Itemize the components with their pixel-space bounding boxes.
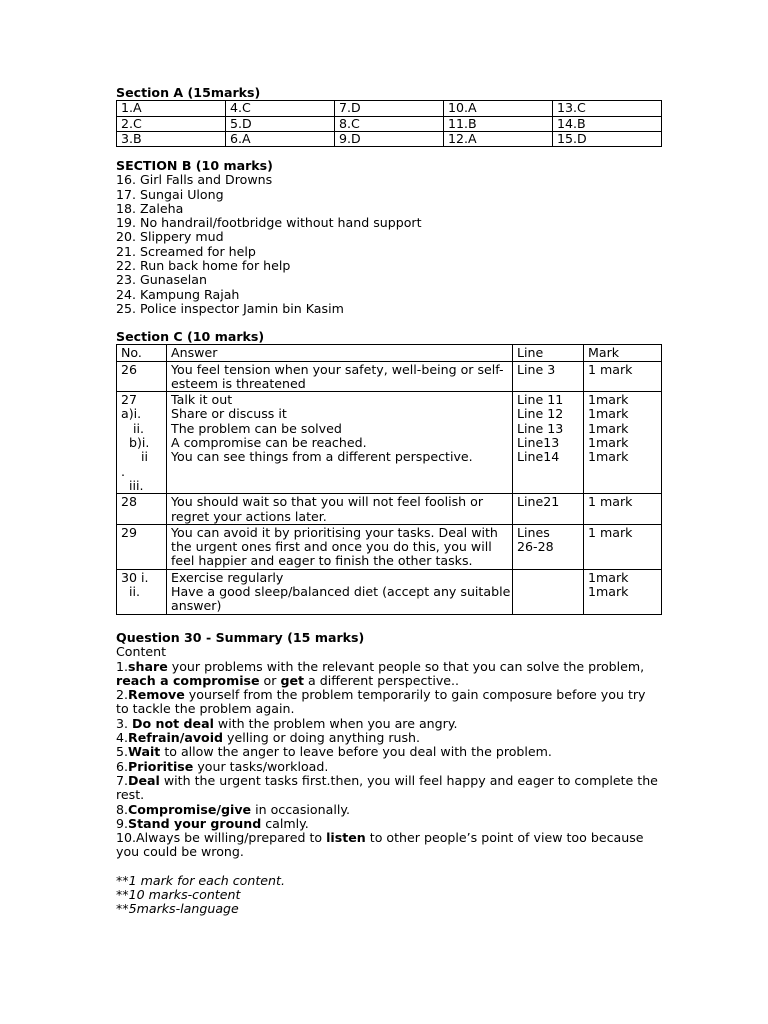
section-b-title: SECTION B (10 marks) [116, 158, 273, 173]
summary-point [116, 688, 661, 717]
summary-text: yelling or doing anything rush. [223, 730, 421, 746]
table-row [117, 392, 662, 494]
summary-text: yourself from the problem temporarily to gain composure before you try to tackle the problem again. [116, 687, 646, 717]
answer-cell: 10.A [444, 101, 553, 116]
summary-text: 2. [116, 687, 129, 703]
section-a-title: Section A (15marks) [116, 85, 261, 100]
summary-text: to other people’s point of view too because you could be wrong. [116, 830, 644, 860]
section-a-table [116, 100, 662, 147]
keyword-bold: Remove [128, 687, 185, 703]
summary-point [116, 717, 661, 731]
line-reference-cell: Line21 [513, 494, 584, 525]
answer-cell: 6.A [226, 131, 335, 146]
list-item: 22. Run back home for help [116, 258, 291, 274]
keyword-bold: Compromise/give [128, 801, 252, 817]
summary-section [116, 631, 661, 917]
mark-cell: 1 mark [584, 494, 662, 525]
keyword-bold: Deal [128, 772, 160, 788]
summary-text: 5. [116, 744, 129, 760]
keyword-bold: Wait [128, 744, 161, 760]
list-item: 21. Screamed for help [116, 243, 256, 259]
answer-cell: 9.D [335, 131, 444, 146]
summary-point [116, 831, 661, 860]
summary-notes [116, 874, 661, 917]
table-row [117, 101, 662, 116]
summary-text: in occasionally. [251, 801, 350, 817]
summary-points [116, 660, 661, 860]
summary-text: with the problem when you are angry. [213, 715, 458, 731]
section-c [116, 330, 661, 615]
summary-text: your tasks/workload. [193, 758, 329, 774]
keyword-bold: Prioritise [128, 758, 194, 774]
summary-point [116, 817, 661, 831]
summary-text: 8. [116, 801, 129, 817]
summary-point [116, 760, 661, 774]
marking-note: **1 mark for each content. [116, 872, 285, 888]
line-reference-cell [513, 569, 584, 614]
table-row [117, 494, 662, 525]
header-mark: Mark [584, 345, 662, 361]
table-row [117, 569, 662, 614]
table-row [117, 361, 662, 392]
section-b-list [116, 173, 661, 316]
section-c-title: Section C (10 marks) [116, 329, 265, 344]
section-b [116, 159, 661, 316]
keyword-bold: listen [326, 830, 366, 846]
question-number-cell: 30 i. ii. [117, 569, 167, 614]
list-item: 24. Kampung Rajah [116, 286, 240, 302]
summary-point [116, 745, 661, 759]
question-number-cell: 28 [117, 494, 167, 525]
summary-text: with the urgent tasks first.then, you will feel happy and eager to complete the rest. [116, 772, 658, 803]
summary-text: to allow the anger to leave before you deal with the problem. [160, 744, 552, 760]
keyword-bold: share [128, 658, 168, 674]
summary-text: 10.Always be willing/prepared to [116, 830, 327, 846]
question-number-cell: 29 [117, 524, 167, 569]
keyword-bold: reach a compromise [116, 672, 260, 688]
list-item: 20. Slippery mud [116, 229, 224, 245]
summary-point [116, 803, 661, 817]
line-reference-cell: Line 11 Line 12 Line 13 Line13 Line14 [513, 392, 584, 494]
summary-text: your problems with the relevant people so that you can solve the problem, [167, 658, 645, 674]
mark-cell: 1 mark [584, 361, 662, 392]
table-row [117, 131, 662, 146]
answer-cell: 5.D [226, 116, 335, 131]
list-item: 19. No handrail/footbridge without hand support [116, 215, 422, 231]
answer-cell: 3.B [117, 131, 226, 146]
list-item: 16. Girl Falls and Drowns [116, 172, 273, 188]
line-reference-cell: Lines 26-28 [513, 524, 584, 569]
section-c-header-row [117, 345, 662, 361]
answer-cell: 8.C [335, 116, 444, 131]
summary-text: 3. [116, 715, 133, 731]
summary-point [116, 660, 661, 689]
section-a [116, 86, 661, 147]
answer-cell: 1.A [117, 101, 226, 116]
list-item: 18. Zaleha [116, 200, 184, 216]
summary-text: 6. [116, 758, 129, 774]
answer-cell: Exercise regularly Have a good sleep/balanced diet (accept any suitable answer) [167, 569, 513, 614]
summary-text: 7. [116, 772, 129, 788]
marking-note: **10 marks-content [116, 887, 241, 903]
mark-cell: 1mark 1mark 1mark 1mark 1mark [584, 392, 662, 494]
marking-note: **5marks-language [116, 901, 239, 917]
answer-cell: 11.B [444, 116, 553, 131]
table-row [117, 524, 662, 569]
summary-point [116, 774, 661, 803]
section-c-table [116, 344, 662, 614]
summary-text: 9. [116, 815, 129, 831]
table-row [117, 116, 662, 131]
answer-cell: 14.B [553, 116, 662, 131]
answer-cell: 4.C [226, 101, 335, 116]
summary-text: or [259, 672, 281, 688]
summary-title: Question 30 - Summary (15 marks) [116, 630, 365, 645]
mark-cell: 1mark 1mark [584, 569, 662, 614]
keyword-bold: get [280, 672, 305, 688]
keyword-bold: Do not deal [132, 715, 214, 731]
header-no: No. [117, 345, 167, 361]
answer-cell: 7.D [335, 101, 444, 116]
summary-text: 4. [116, 730, 129, 746]
answer-cell: Talk it out Share or discuss it The problem can be solved A compromise can be reached. You can see things from a different perspective. [167, 392, 513, 494]
summary-text: a different perspective.. [304, 672, 460, 688]
answer-cell: 12.A [444, 131, 553, 146]
answer-cell: You should wait so that you will not feel foolish or regret your actions later. [167, 494, 513, 525]
question-number-cell: 26 [117, 361, 167, 392]
header-answer: Answer [167, 345, 513, 361]
list-item: 17. Sungai Ulong [116, 186, 224, 202]
answer-cell: 13.C [553, 101, 662, 116]
answer-cell: 15.D [553, 131, 662, 146]
summary-point [116, 731, 661, 745]
list-item: 23. Gunaselan [116, 272, 207, 288]
answer-cell: You can avoid it by prioritising your tasks. Deal with the urgent ones first and once you do this, you will feel happier and eager to finish the other tasks. [167, 524, 513, 569]
keyword-bold: Stand your ground [128, 815, 262, 831]
summary-text: calmly. [261, 815, 309, 831]
answer-cell: 2.C [117, 116, 226, 131]
keyword-bold: Refrain/avoid [128, 730, 224, 746]
list-item: 25. Police inspector Jamin bin Kasim [116, 300, 344, 316]
mark-cell: 1 mark [584, 524, 662, 569]
line-reference-cell: Line 3 [513, 361, 584, 392]
header-line: Line [513, 345, 584, 361]
answer-cell: You feel tension when your safety, well-being or self-esteem is threatened [167, 361, 513, 392]
summary-text: 1. [116, 658, 129, 674]
content-label: Content [116, 644, 167, 660]
question-number-cell: 27 a)i. ii. b)i. ii . iii. [117, 392, 167, 494]
